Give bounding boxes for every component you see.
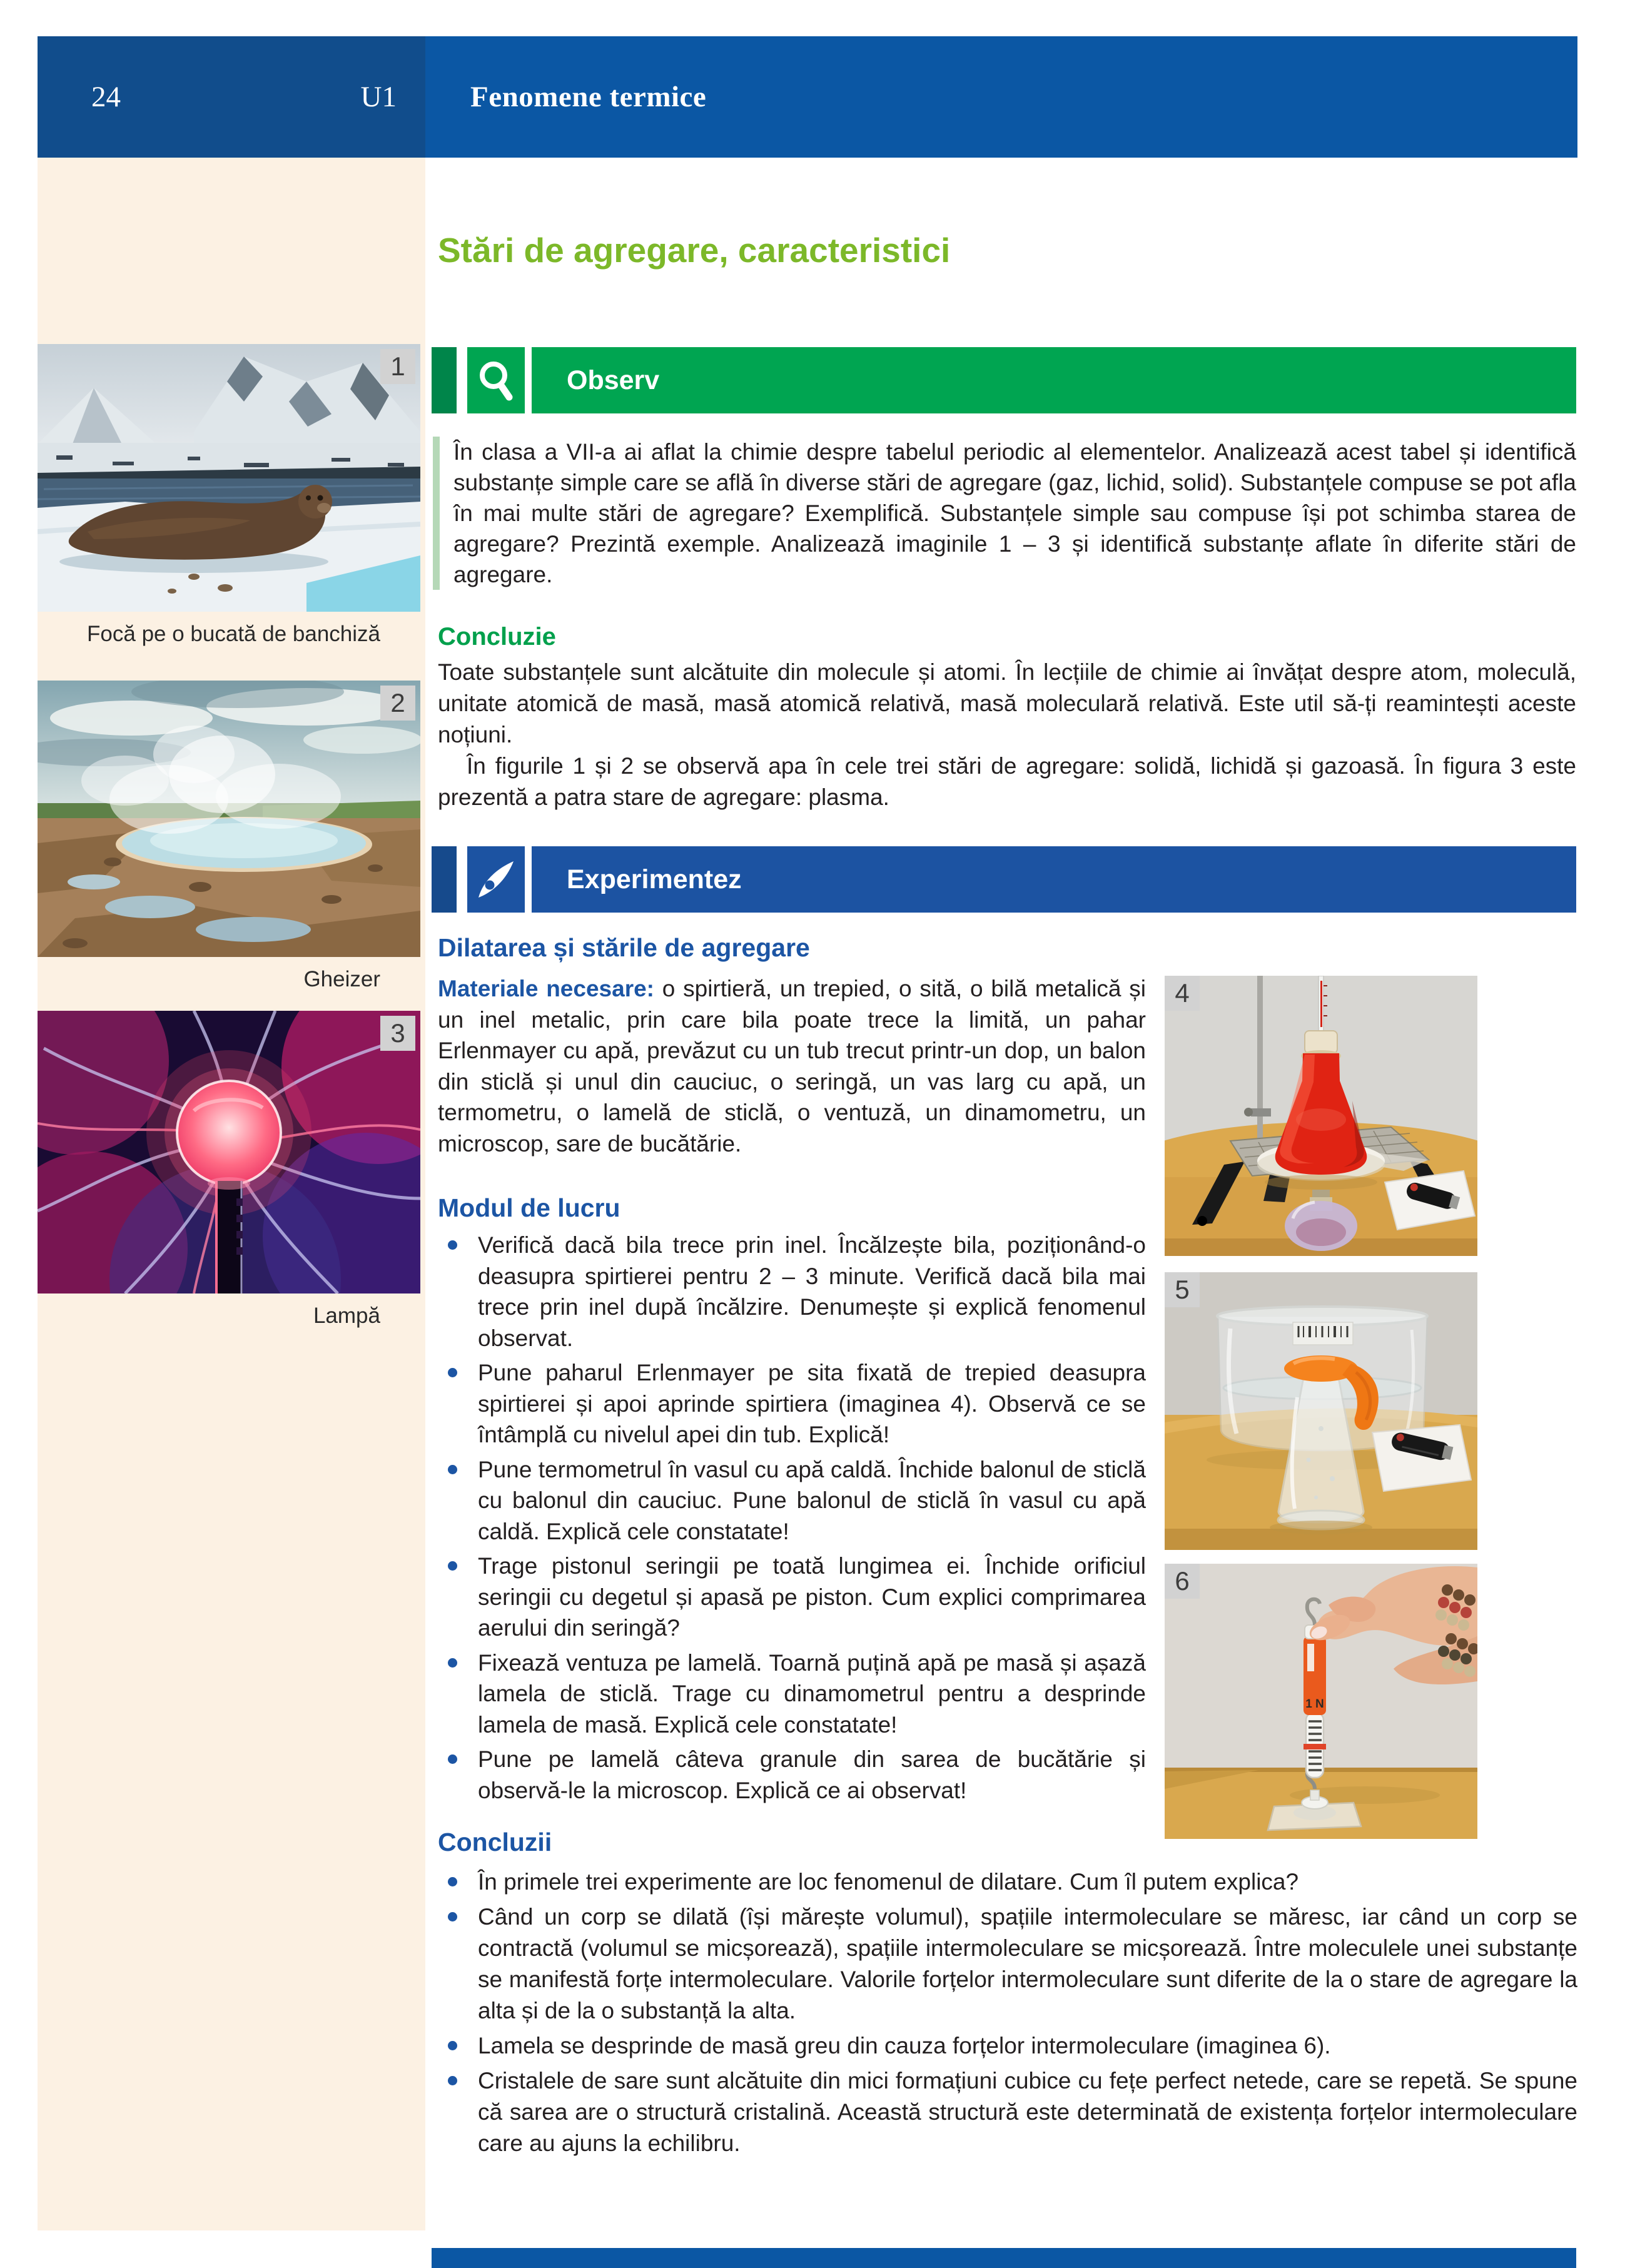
figure-number: 4 (1175, 978, 1190, 1008)
seal-photo (38, 344, 420, 612)
observ-banner-gap (457, 347, 467, 413)
method-steps-list (438, 1230, 1146, 1810)
concluzie-paragraph-1: Toate substanțele sunt alcătuite din molecule și atomi. În lecțiile de chimie ai învățat despre atom, moleculă, unitate atomică de masă, masă atomică relativă, masă moleculară relativă. Este util să-ți reamintești aceste noțiuni. (438, 659, 1576, 747)
method-step: Pune pe lamelă câteva granule din sarea de bucătărie și observă-le la microscop. Explică ce ai observat! (438, 1744, 1146, 1806)
observ-banner-stripe (432, 347, 457, 413)
figure-number-badge (380, 1016, 415, 1051)
observ-banner-label: Observ (567, 365, 660, 395)
page-header (38, 36, 1577, 158)
observ-icon-box (467, 347, 525, 413)
observ-intro-text: În clasa a VII-a ai aflat la chimie despre tabelul periodic al elementelor. Analizează acest tabel și identifică substanțe simple care se află în diverse stări de agregare (gaz, lichid, solid). Substanțele compuse se pot afla în mai multe stări de agregare? Exemplifică. Substanțele simple sau compuse își pot schimba starea de agregare? Prezintă exemple. Analizează imaginile 1 – 3 și identifică substanțe aflate în diferite stări de agregare. (433, 437, 1576, 590)
figure-plasma-lamp (38, 1011, 420, 1329)
figure-geyser (38, 681, 420, 992)
figure-caption: Focă pe o bucată de banchiză (87, 622, 380, 646)
concluzie-heading: Concluzie (438, 623, 556, 651)
experimentez-banner-stripe (432, 846, 457, 913)
method-heading: Modul de lucru (438, 1193, 620, 1222)
figure-number-badge (380, 686, 415, 721)
figure-number: 2 (390, 688, 405, 717)
concluzie-paragraph-2: În figurile 1 și 2 se observă apa în cele trei stări de agregare: solidă, lichidă și gazoasă. În figura 3 este prezentă a patra stare de agregare: plasma. (438, 753, 1576, 810)
figure-number-badge (1165, 1564, 1200, 1599)
method-step: Fixează ventuza pe lamelă. Toarnă puțină apă pe masă și așază lamela de sticlă. Trage cu dinamometrul pentru a desprinde lamela de masă. Explică cele constatate! (438, 1648, 1146, 1741)
conclusion-item: Când un corp se dilată (își mărește volumul), spațiile intermoleculare se măresc, iar când un corp se contractă (volumul se micșorează), spațiile intermoleculare se micșorează. Între moleculele unei substanțe se manifestă forțe intermoleculare. Valorile forțelor intermoleculare sunt diferite de la o stare de agregare la alta și de la o substanță la alta. (438, 1901, 1577, 2027)
figure-number-badge (380, 349, 415, 384)
figure-burner-flask (1165, 976, 1477, 1256)
conclusions-list (438, 1866, 1577, 2163)
burner-flask-photo-illustration (1165, 976, 1477, 1256)
figure-number-badge (1165, 976, 1200, 1011)
conclusion-item: Lamela se desprinde de masă greu din cauza forțelor intermoleculare (imaginea 6). (438, 2030, 1577, 2062)
figure-number: 5 (1175, 1275, 1190, 1304)
burner-flask-photo (1165, 976, 1477, 1256)
conclusions-heading: Concluzii (438, 1828, 552, 1856)
figure-caption: Lampă (313, 1304, 380, 1328)
figure-dynamometer (1165, 1564, 1477, 1839)
bowl-balloon-photo (1165, 1272, 1477, 1550)
experimentez-banner (432, 846, 1576, 913)
figure-bowl-balloon (1165, 1272, 1477, 1550)
chapter-title: Fenomene termice (470, 81, 707, 113)
chapter-title-block (425, 36, 1577, 158)
materials-text: o spirtieră, un trepied, o sită, o bilă metalică și un inel metalic, prin care bila poate trece la limită, un pahar Erlenmayer cu apă, prevăzut cu un tub trecut printr-un dop, un balon din sticlă și unul din cauciuc, o seringă, un vas larg cu apă, un termometru, o lamelă de sticlă, o ventuză, un dinamometru, un microscop, sare de bucătărie. (438, 976, 1147, 1157)
method-step: Trage pistonul seringii pe toată lungimea ei. Închide orificiul seringii cu degetul și apasă pe piston. Cum explici comprimarea aerului din seringă? (438, 1551, 1146, 1644)
footer-rule (432, 2248, 1576, 2268)
geyser-photo (38, 681, 420, 957)
experiment-section-heading: Dilatarea și stările de agregare (438, 933, 810, 962)
geyser-photo-illustration (38, 681, 420, 957)
experimentez-icon-box (467, 846, 525, 913)
header-unit-block (38, 36, 425, 158)
dynamometer-photo-illustration (1165, 1564, 1477, 1839)
observ-banner (432, 347, 1576, 413)
experimentez-banner-label: Experimentez (567, 864, 742, 894)
materials-label: Materiale necesare: (438, 976, 654, 1001)
conclusion-item: În primele trei experimente are loc fenomenul de dilatare. Cum îl putem explica? (438, 1866, 1577, 1898)
figure-number: 3 (390, 1018, 405, 1048)
figure-number-badge (1165, 1272, 1200, 1307)
conclusion-item: Cristalele de sare sunt alcătuite din mici formațiuni cubice cu fețe perfect netede, care se repetă. Se spune că sarea are o structură cristalină. Această structură este determinată de existența forțelor intermoleculare care au ajuns la echilibru. (438, 2065, 1577, 2159)
compass-needle-icon (476, 859, 516, 900)
method-step: Pune termometrul în vasul cu apă caldă. Închide balonul de sticlă cu balonul din cauciuc. Pune balonul de sticlă în vasul cu apă caldă. Explică cele constatate! (438, 1454, 1146, 1547)
plasma-lamp-photo (38, 1011, 420, 1293)
figure-number: 6 (1175, 1566, 1190, 1596)
method-step: Pune paharul Erlenmayer pe sita fixată de trepied deasupra spirtierei și apoi aprinde spirtiera (imaginea 4). Observă ce se întâmplă cu nivelul apei din tub. Explică! (438, 1357, 1146, 1450)
unit-label: U1 (360, 81, 397, 113)
concluzie-paragraphs (438, 657, 1576, 813)
experimentez-banner-gap (457, 846, 467, 913)
bowl-balloon-photo-illustration (1165, 1272, 1477, 1550)
magnifier-icon (477, 360, 515, 401)
seal-photo-illustration (38, 344, 420, 612)
figure-number: 1 (390, 352, 405, 381)
page-number: 24 (91, 81, 121, 113)
method-step: Verifică dacă bila trece prin inel. Încălzește bila, poziționând-o deasupra spirtierei pentru 2 – 3 minute. Verifică dacă bila mai trece prin inel după încălzire. Denumește și explică fenomenul observat. (438, 1230, 1146, 1354)
observ-banner-bar (532, 347, 1576, 413)
dynamometer-photo (1165, 1564, 1477, 1839)
figure-seal (38, 344, 420, 647)
lesson-title: Stări de agregare, caracteristici (438, 231, 951, 270)
sidebar-figures (38, 158, 425, 2230)
materials-paragraph (438, 973, 1146, 1159)
dynamometer-scale-label: 1 N (1305, 1698, 1324, 1711)
figure-caption: Gheizer (303, 967, 380, 991)
experimentez-banner-bar (532, 846, 1576, 913)
plasma-lamp-photo-illustration (38, 1011, 420, 1293)
